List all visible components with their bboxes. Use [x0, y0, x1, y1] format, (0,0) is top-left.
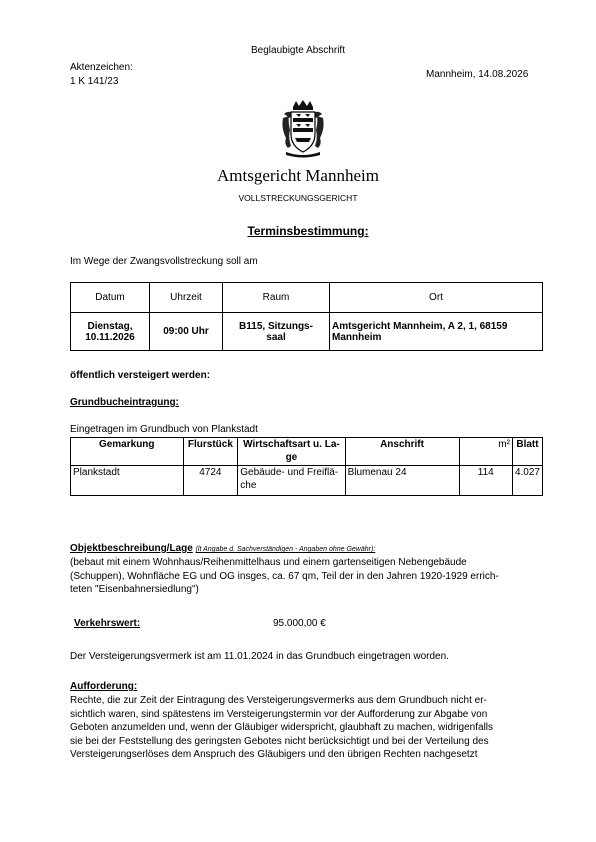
- object-heading: Objektbeschreibung/Lage: [70, 543, 193, 554]
- row-area: 114: [459, 466, 512, 496]
- request-line: Versteigerungserlöses dem Anspruch des Gläubigers und den übrigen Rechten nachgesetzt: [70, 749, 478, 761]
- header-date: Datum: [71, 283, 150, 313]
- header-address: Anschrift: [345, 438, 459, 466]
- date-line-1: Dienstag,: [87, 320, 133, 332]
- header-parcel: Flurstück: [183, 438, 238, 466]
- header-place: Ort: [330, 283, 543, 313]
- appointment-room: [223, 313, 330, 351]
- request-line: sie bei der Feststellung des geringsten Gebotes nicht berücksichtigt und bei der Verteilung des: [70, 735, 489, 747]
- register-note: Der Versteigerungsvermerk ist am 11.01.2024 in das Grundbuch eingetragen worden.: [70, 651, 449, 662]
- usage-line-1: Gebäude- und Freiflä-: [240, 467, 339, 478]
- room-line-2: saal: [266, 331, 286, 343]
- room-line-1: B115, Sitzungs-: [239, 320, 313, 332]
- row-sheet: 4.027: [512, 466, 542, 496]
- row-parcel: 4724: [183, 466, 238, 496]
- header-room: Raum: [223, 283, 330, 313]
- place-line-2: Mannheim: [332, 331, 382, 343]
- request-line: Rechte, die zur Zeit der Eintragung des Versteigerungsvermerks aus dem Grundbuch nicht er-: [70, 695, 487, 706]
- object-line: (Schuppen), Wohnfläche EG und OG insges, ca. 67 qm, Teil der in den Jahren 1920-1929 errich-: [70, 570, 499, 582]
- file-number: 1 K 141/23: [70, 76, 119, 87]
- object-description: [70, 556, 550, 597]
- land-register-table: [70, 437, 543, 496]
- court-division: VOLLSTRECKUNGSGERICHT: [238, 193, 358, 203]
- header-sheet: Blatt: [512, 438, 542, 466]
- land-register-heading: Grundbucheintragung:: [70, 397, 179, 408]
- appointment-table: [70, 282, 543, 351]
- object-line: teten "Eisenbahnersiedlung"): [70, 584, 199, 596]
- row-address: Blumenau 24: [345, 466, 459, 496]
- object-note: (lt Angabe d. Sachverständigen - Angaben ohne Gewähr):: [195, 546, 376, 553]
- object-line: (bebaut mit einem Wohnhaus/Reihenmittelhaus und einem gartenseitigen Nebengebäude: [70, 557, 467, 568]
- value-amount: 95.000,00 €: [273, 618, 326, 629]
- row-usage: [238, 466, 345, 496]
- land-register-header-row: [71, 438, 543, 466]
- court-name: Amtsgericht Mannheim: [217, 166, 379, 185]
- usage-line-2: che: [240, 480, 257, 491]
- header-time: Uhrzeit: [150, 283, 223, 313]
- place-line-1: Amtsgericht Mannheim, A 2, 1, 68159: [332, 320, 508, 332]
- appointment-date: [71, 313, 150, 351]
- appointment-time: 09:00 Uhr: [150, 313, 223, 351]
- usage-header-line-2: ge: [285, 452, 298, 463]
- value-label: Verkehrswert:: [74, 618, 141, 629]
- appointment-header-row: [71, 283, 543, 313]
- header-usage: [238, 438, 345, 466]
- request-text: [70, 694, 550, 762]
- file-label: Aktenzeichen:: [70, 62, 133, 73]
- land-register-row: [71, 466, 543, 496]
- date-line-2: 10.11.2026: [85, 331, 135, 343]
- usage-header-line-1: Wirtschaftsart u. La-: [243, 439, 340, 450]
- request-heading: Aufforderung:: [70, 681, 138, 692]
- place-date: Mannheim, 14.08.2026: [426, 69, 529, 80]
- request-line: Geboten anzumelden und, wenn der Gläubiger widerspricht, glaubhaft zu machen, widrigenfalls: [70, 722, 494, 734]
- request-line: sichtlich waren, sind spätestens im Versteigerungstermin vor der Aufforderung zur Abgabe von: [70, 708, 488, 720]
- auction-text: öffentlich versteigert werden:: [70, 370, 211, 381]
- coat-of-arms-icon: [280, 98, 326, 158]
- header-district: Gemarkung: [71, 438, 184, 466]
- appointment-place: [330, 313, 543, 351]
- row-district: Plankstadt: [71, 466, 184, 496]
- land-register-intro: Eingetragen im Grundbuch von Plankstadt: [70, 424, 258, 435]
- appointment-row: [71, 313, 543, 351]
- object-heading-line: [70, 543, 375, 554]
- header-area: m²: [459, 438, 512, 466]
- intro-text: Im Wege der Zwangsvollstreckung soll am: [70, 256, 258, 267]
- copy-note: Beglaubigte Abschrift: [251, 45, 345, 56]
- document-title: Terminsbestimmung:: [247, 224, 369, 238]
